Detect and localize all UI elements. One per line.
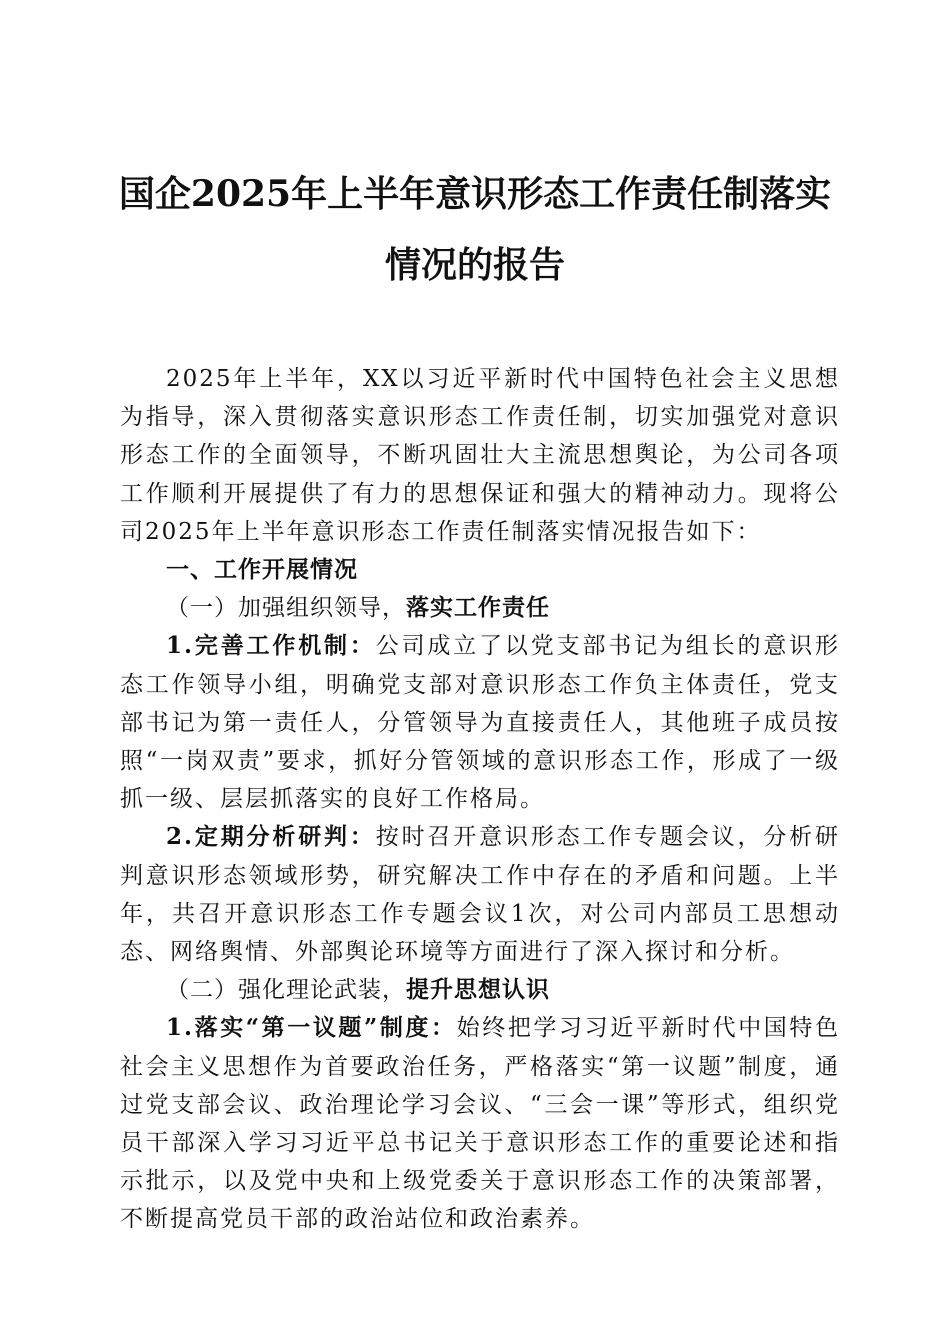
document-title-line-2: 情况的报告: [384, 244, 565, 286]
subsection-heading-2-tail: 提升思想认识: [406, 976, 550, 1004]
item-2-1-text: 始终把学习习近平新时代中国特色社会主义思想作为首要政治任务，严格落实“第一议题”制度，通过党支部会议、政治理论学习会议、“三会一课”等形式，组织党员干部深入学习习近平总书记关于意识形态工作的重要论述和指示批示，以及党中央和上级党委关于意识形态工作的决策部署，不断提高党员干部的政治站位和政治素养。: [120, 1015, 840, 1233]
document-body: [120, 360, 840, 1239]
subsection-heading-2: [120, 971, 840, 1009]
item-1-2-paragraph: [120, 818, 840, 971]
item-1-2-lead: 2.定期分析研判：: [166, 823, 376, 851]
subsection-heading-1-lead: （一）加强组织领导，: [166, 595, 406, 622]
document-title-line-1: 国企2025年上半年意识形态工作责任制落实: [118, 173, 832, 215]
subsection-heading-1: [120, 589, 840, 627]
intro-paragraph: 2025年上半年，XX以习近平新时代中国特色社会主义思想为指导，深入贯彻落实意识形态工作责任制，切实加强党对意识形态工作的全面领导，不断巩固壮大主流思想舆论，为公司各项工作顺利开展提供了有力的思想保证和强大的精神动力。现将公司2025年上半年意识形态工作责任制落实情况报告如下：: [120, 366, 840, 545]
item-1-1-text: 公司成立了以党支部书记为组长的意识形态工作领导小组，明确党支部对意识形态工作负主体责任，党支部书记为第一责任人，分管领导为直接责任人，其他班子成员按照“一岗双责”要求，抓好分管领域的意识形态工作，形成了一级抓一级、层层抓落实的良好工作格局。: [120, 633, 841, 813]
item-1-2-text: 按时召开意识形态工作专题会议，分析研判意识形态领域形势，研究解决工作中存在的矛盾和问题。上半年，共召开意识形态工作专题会议1次，对公司内部员工思想动态、网络舆情、外部舆论环境等方面进行了深入探讨和分析。: [120, 824, 841, 966]
section-heading-1: 一、工作开展情况: [166, 556, 358, 584]
item-1-1-paragraph: [120, 627, 840, 818]
item-1-1-lead: 1.完善工作机制：: [166, 632, 376, 660]
subsection-heading-2-lead: （二）强化理论武装，: [166, 977, 406, 1004]
item-2-1-paragraph: [120, 1009, 840, 1238]
subsection-heading-1-tail: 落实工作责任: [406, 594, 550, 622]
item-2-1-lead: 1.落实“第一议题”制度：: [166, 1014, 457, 1042]
